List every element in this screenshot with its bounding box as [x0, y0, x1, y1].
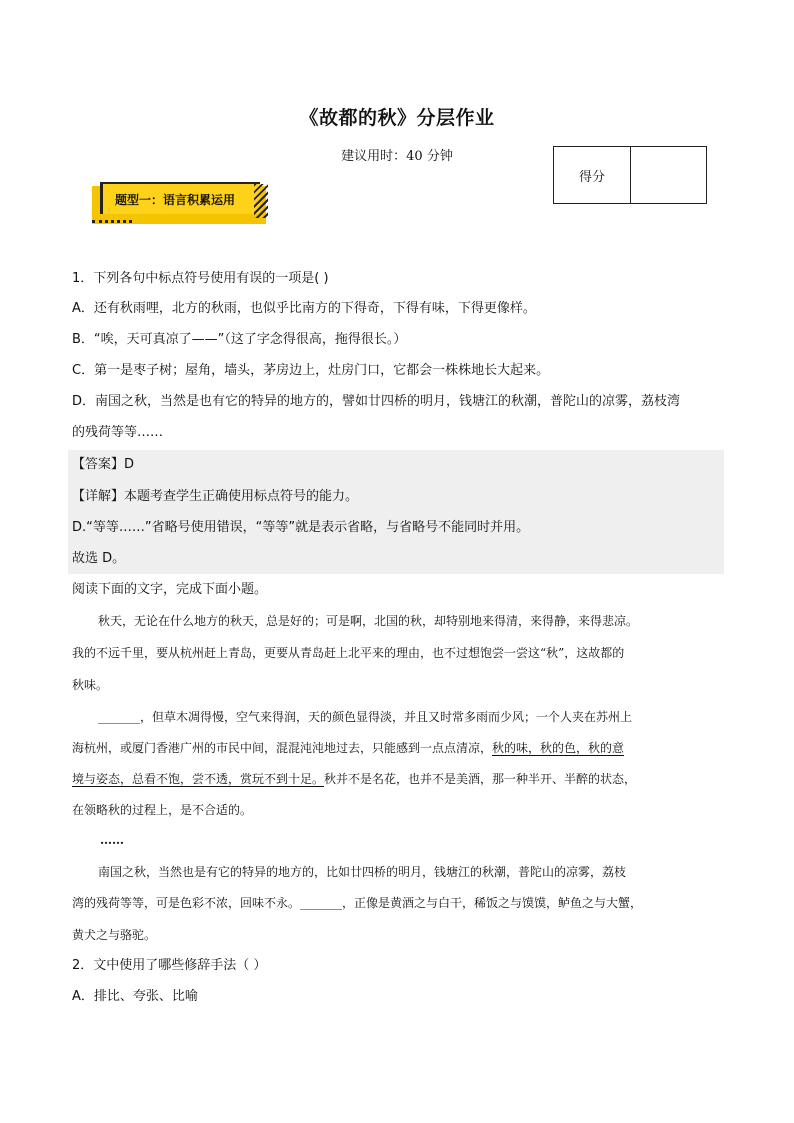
reading-intro: 阅读下面的文字，完成下面小题。 [72, 582, 268, 597]
suggested-time: 建议用时：40 分钟 [341, 149, 453, 164]
q1-option-b: B．“唉，天可真凉了——”（这了字念得很高，拖得很长。） [72, 332, 407, 347]
banner-dashes-decoration [92, 220, 132, 223]
score-value-cell[interactable] [631, 147, 706, 203]
banner-stripes-decoration [254, 184, 268, 218]
passage-p1-line2: 我的不远千里，要从杭州赶上青岛，更要从青岛赶上北平来的理由，也不过想饱尝一尝这“秋”，这故都的 [72, 646, 625, 660]
passage-text: 海杭州，或厦门香港广州的市民中间，混混沌沌地过去，只能感到一点点清凉， [72, 741, 493, 755]
passage-p2-line4: 在领略秋的过程上，是不合适的。 [72, 803, 253, 817]
passage-p2-line2 [72, 738, 732, 758]
passage-text: ，正像是黄酒之与白干，稀饭之与馍馍，鲈鱼之与大蟹， [342, 896, 643, 910]
passage-p1-line1: 秋天，无论在什么地方的秋天，总是好的；可是啊，北国的秋，却特别地来得清，来得静，来得悲凉。 [98, 614, 639, 628]
q1-option-d-line1: D．南国之秋，当然是也有它的特异的地方的，譬如廿四桥的明月，钱塘江的秋潮，普陀山的凉雾，荔枝湾 [72, 394, 681, 409]
q1-option-c: C．第一是枣子树；屋角，墙头，茅房边上，灶房门口，它都会一株株地长大起来。 [72, 363, 550, 378]
passage-p2-line1 [98, 707, 758, 727]
answer-conclusion: 故选 D。 [72, 551, 126, 566]
fill-blank-1[interactable]: _______ [98, 710, 140, 724]
passage-text: 湾的残荷等等，可是色彩不浓，回味不永。 [72, 896, 301, 910]
section-banner [92, 182, 268, 226]
banner-label: 题型一：语言积累运用 [100, 182, 260, 214]
score-box [553, 146, 707, 204]
q2-stem: 2．文中使用了哪些修辞手法（ ） [72, 958, 267, 973]
fill-blank-2[interactable]: _______ [300, 896, 343, 910]
passage-p2-line3 [72, 769, 732, 789]
underlined-text: 秋的味，秋的色，秋的意 [492, 741, 625, 755]
passage-p3-line2 [72, 893, 732, 913]
answer-explanation: D.“等等……”省略号使用错误，“等等”就是表示省略，与省略号不能同时并用。 [72, 520, 530, 535]
passage-ellipsis: …… [100, 833, 124, 847]
q1-stem: 1．下列各句中标点符号使用有误的一项是( ) [72, 271, 329, 286]
passage-p3-line1: 南国之秋，当然也是有它的特异的地方的，比如廿四桥的明月，钱塘江的秋潮，普陀山的凉雾，荔枝 [98, 865, 627, 879]
underlined-text: 境与姿态，总看不饱，尝不透，赏玩不到十足。 [72, 772, 325, 786]
q1-option-d-line2: 的残荷等等…… [72, 425, 164, 440]
passage-p3-line3: 黄犬之与骆驼。 [72, 928, 157, 942]
passage-text: 秋并不是名花，也并不是美酒，那一种半开、半醉的状态， [324, 772, 637, 786]
answer-text: 【答案】D [72, 457, 135, 472]
passage-text: ，但草木凋得慢，空气来得润，天的颜色显得淡，并且又时常多雨而少风；一个人夹在苏州上 [140, 710, 633, 724]
answer-detail: 【详解】本题考查学生正确使用标点符号的能力。 [72, 489, 359, 504]
q2-option-a: A．排比、夸张、比喻 [72, 989, 198, 1004]
q1-option-a: A．还有秋雨哩，北方的秋雨，也似乎比南方的下得奇，下得有味，下得更像样。 [72, 301, 536, 316]
score-label: 得分 [554, 147, 631, 203]
passage-p1-line3: 秋味。 [72, 678, 109, 692]
page-title: 《故都的秋》分层作业 [299, 107, 495, 129]
